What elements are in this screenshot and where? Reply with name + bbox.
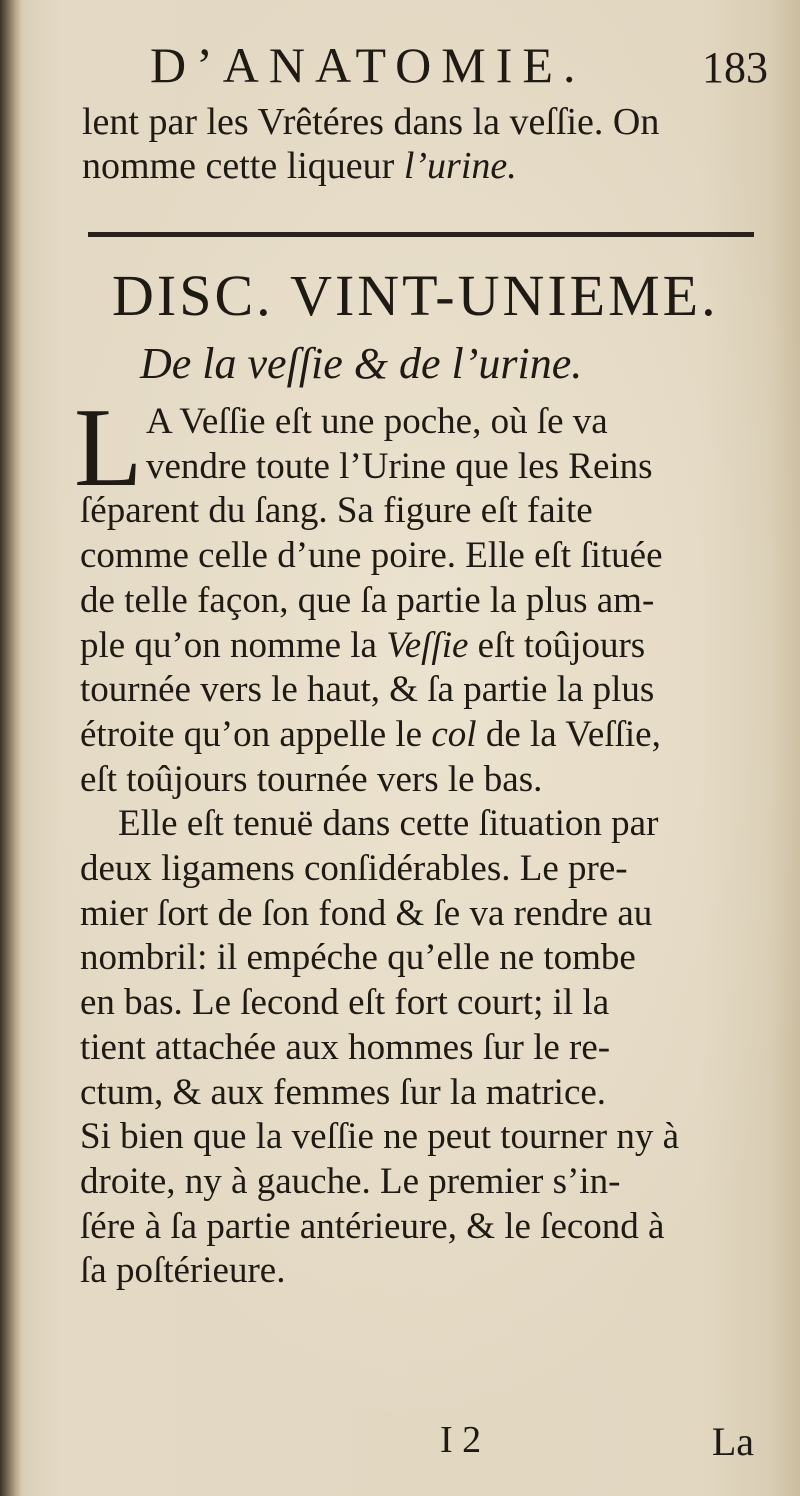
text-line: A Veſſie eſt une poche, où ſe va [146,401,608,442]
text-line: comme celle d’une poire. Elle eſt ſituée [80,535,663,577]
text-line: ſére à ſa partie antérieure, & le ſecond à [80,1205,665,1247]
paragraph-2 [80,802,758,1294]
text-line: ſa poſtérieure. [80,1250,286,1292]
text-line: deux ligamens conſidérables. Le pre- [80,848,628,890]
text-line: nomme cette liqueur l’urine. [82,145,517,187]
body-text [74,386,758,1294]
text-line: lent par les Vrêtéres dans la veſſie. On [82,101,660,143]
running-title: D’ANATOMIE. [150,37,586,93]
text-line: mier ſort de ſon fond & ſe va rendre au [80,892,653,934]
section-rule [88,232,754,237]
text-line: étroite qu’on appelle le col de la Veſſie, [80,713,661,755]
section-heading: DISC. VINT-UNIEME. [112,263,719,328]
catchword: La [711,1419,754,1464]
paragraph-1 [74,386,758,802]
text-line: eſt toûjours tournée vers le bas. [80,758,543,800]
text-line: ctum, & aux femmes ſur la matrice. [80,1071,607,1113]
text-line: ple qu’on nomme la Veſſie eſt toûjours [80,624,646,666]
text-line: tient attachée aux hommes ſur le re- [80,1026,611,1068]
running-head [150,30,770,100]
section-subheading: De la veſſie & de l’urine. [140,339,583,388]
signature-mark: I 2 [440,1419,482,1461]
text-line: droite, ny à gauche. Le premier s’in- [80,1160,621,1202]
text-line: vendre toute l’Urine que les Reins [146,445,653,487]
carry-over-text [82,100,772,188]
text-line: Elle eſt tenuë dans cette ſituation par [118,803,659,845]
page-gutter-shadow [0,0,22,1496]
drop-cap: L [74,386,143,510]
text-line: nombril: il empéche qu’elle ne tombe [80,937,636,979]
text-line: Si bien que la veſſie ne peut tourner ny à [80,1116,680,1158]
text-line: en bas. Le ſecond eſt fort court; il la [80,982,610,1024]
page-number: 183 [702,43,768,92]
text-line: tournée vers le haut, & ſa partie la plus [80,669,655,711]
text-line: ſéparent du ſang. Sa figure eſt faite [80,490,593,532]
page-footer [80,1418,760,1468]
text-line: de telle façon, que ſa partie la plus am- [80,579,655,621]
